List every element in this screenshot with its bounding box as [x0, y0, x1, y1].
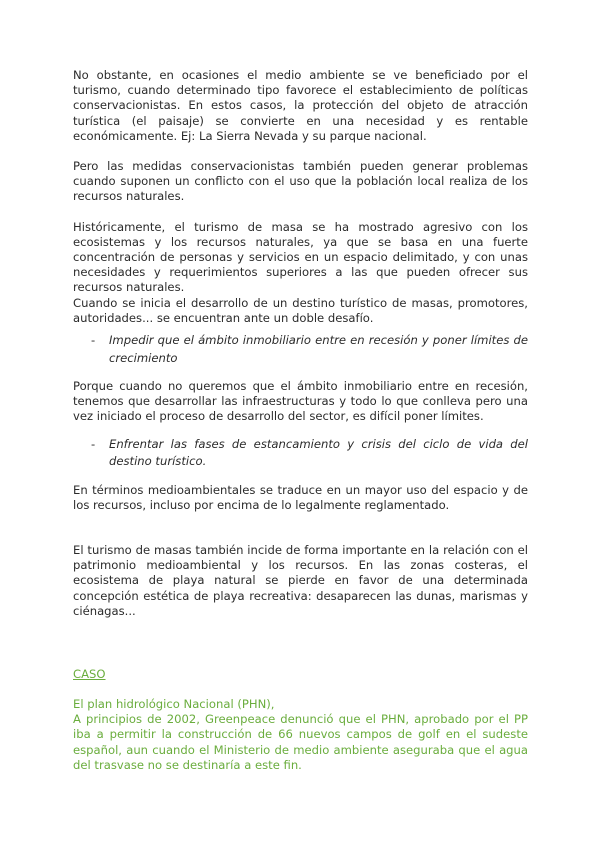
case-block [73, 697, 528, 773]
paragraph-1: No obstante, en ocasiones el medio ambiente se ve beneficiado por el turismo, cuando determinado tipo favorece el establecimiento de políticas conservacionistas. En estos casos, la protección del objeto de atracción turística (el paisaje) se convierte en una necesidad y es rentable económicamente. Ej: La Sierra Nevada y su parque nacional. [73, 68, 528, 143]
document-body [73, 68, 528, 619]
bullet-item-2 [91, 436, 528, 471]
bullet-text-1: Impedir que el ámbito inmobiliario entre en recesión y poner límites de crecimiento [109, 333, 528, 365]
bullet-marker: - [91, 436, 96, 451]
paragraph-7: El turismo de masas también incide de forma importante en la relación con el patrimonio medioambiental y los recursos. En las zonas costeras, el ecosistema de playa natural se pierde en favor de una determinada concepción estética de playa recreativa: desaparecen las dunas, marismas y ciénagas... [73, 543, 528, 618]
paragraph-3: Históricamente, el turismo de masa se ha mostrado agresivo con los ecosistemas y los recursos naturales, ya que se basa en una fuerte concentración de personas y servicios en un espacio delimitado, y con unas necesidades y requerimientos superiores a las que pueden ofrecer sus recursos naturales. [73, 219, 528, 295]
bullet-item-1 [91, 332, 528, 367]
paragraph-5: Porque cuando no queremos que el ámbito inmobiliario entre en recesión, tenemos que desarrollar las infraestructuras y todo lo que conlleva pero una vez iniciado el proceso de desarrollo del sector, es difícil poner límites. [73, 379, 528, 424]
paragraph-6: En términos medioambientales se traduce en un mayor uso del espacio y de los recursos, incluso por encima de lo legalmente reglamentado. [73, 482, 528, 512]
paragraph-4: Cuando se inicia el desarrollo de un destino turístico de masas, promotores, autoridades... se encuentran ante un doble desafío. [73, 295, 528, 325]
bullet-text-2: Enfrentar las fases de estancamiento y crisis del ciclo de vida del destino turístico. [109, 436, 528, 469]
case-body: A principios de 2002, Greenpeace denunció que el PHN, aprobado por el PP iba a permitir la construcción de 66 nuevos campos de golf en el sudeste español, aun cuando el Ministerio de medio ambiente aseguraba que el agua del trasvase no se destinaría a este fin. [73, 712, 528, 772]
paragraph-2: Pero las medidas conservacionistas también pueden generar problemas cuando suponen un conflicto con el uso que la población local realiza de los recursos naturales. [73, 159, 528, 204]
case-heading: CASO [73, 667, 106, 681]
bullet-marker: - [91, 333, 96, 348]
case-title: El plan hidrológico Nacional (PHN), [73, 697, 275, 711]
